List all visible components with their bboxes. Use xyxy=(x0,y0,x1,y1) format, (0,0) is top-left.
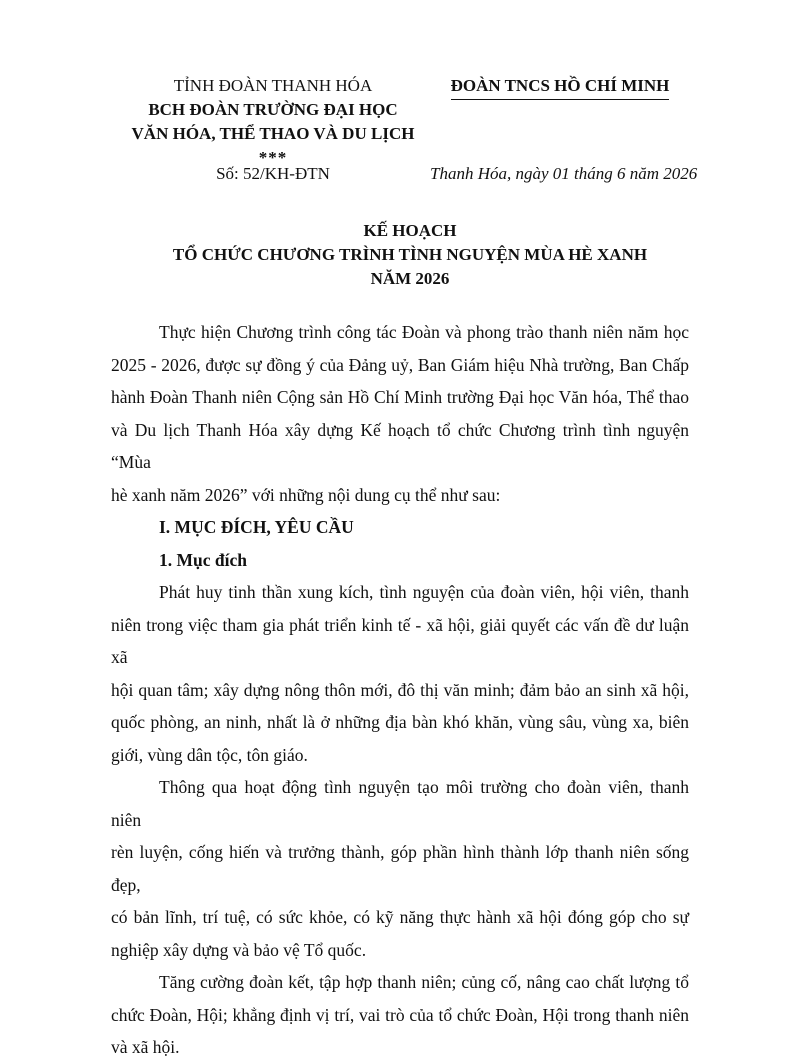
text-line: hành Đoàn Thanh niên Cộng sản Hồ Chí Minh trường Đại học Văn hóa, Thể thao xyxy=(111,387,689,407)
intro-paragraph xyxy=(111,316,689,511)
text-line: Thông qua hoạt động tình nguyện tạo môi trường cho đoàn viên, thanh niên xyxy=(111,777,689,830)
issuer-org-line-2: VĂN HÓA, THỂ THAO VÀ DU LỊCH xyxy=(131,124,415,143)
union-name: ĐOÀN TNCS HỒ CHÍ MINH xyxy=(451,74,670,100)
text-line: chức Đoàn, Hội; khẳng định vị trí, vai trò của tổ chức Đoàn, Hội trong thanh niên xyxy=(111,1004,689,1025)
text-line: Phát huy tinh thần xung kích, tình nguyện của đoàn viên, hội viên, thanh xyxy=(159,582,689,602)
text-line: hội quan tâm; xây dựng nông thôn mới, đô thị văn minh; đảm bảo an sinh xã hội, xyxy=(111,679,689,700)
text-line: giới, vùng dân tộc, tôn giáo. xyxy=(111,744,308,765)
text-line: có bản lĩnh, trí tuệ, có sức khỏe, có kỹ năng thực hành xã hội đóng góp cho sự xyxy=(111,907,689,927)
issuer-block xyxy=(128,74,418,170)
text-line: Tăng cường đoàn kết, tập hợp thanh niên; củng cố, nâng cao chất lượng tổ xyxy=(159,972,689,992)
purpose-paragraph-3 xyxy=(111,966,689,1064)
purpose-paragraph-2 xyxy=(111,771,689,966)
text-line: quốc phòng, an ninh, nhất là ở những địa bàn khó khăn, vùng sâu, vùng xa, biên xyxy=(111,712,689,732)
issuer-parent-org: TỈNH ĐOÀN THANH HÓA xyxy=(173,76,373,95)
document-body xyxy=(111,316,689,1064)
text-line: hè xanh năm 2026” với những nội dung cụ thể như sau: xyxy=(111,484,501,505)
text-line: Thực hiện Chương trình công tác Đoàn và phong trào thanh niên năm học xyxy=(159,322,689,342)
text-line: nghiệp xây dựng và bảo vệ Tổ quốc. xyxy=(111,939,367,960)
text-line: và Du lịch Thanh Hóa xây dựng Kế hoạch tổ chức Chương trình tình nguyện “Mùa xyxy=(111,419,689,472)
title-line-1: KẾ HOẠCH xyxy=(363,221,457,240)
document-number: Số: 52/KH-ĐTN xyxy=(216,164,330,183)
title-line-2: TỔ CHỨC CHƯƠNG TRÌNH TÌNH NGUYỆN MÙA HÈ XANH xyxy=(172,245,648,264)
subsection-heading: 1. Mục đích xyxy=(159,549,247,570)
stars-separator: *** xyxy=(258,148,288,167)
document-title xyxy=(110,219,710,291)
text-line: rèn luyện, cống hiến và trưởng thành, góp phần hình thành lớp thanh niên sống đẹp, xyxy=(111,842,689,895)
text-line: niên trong việc tham gia phát triển kinh tế - xã hội, giải quyết các vấn đề dư luận xã xyxy=(111,614,689,667)
purpose-paragraph-1 xyxy=(111,576,689,771)
document-date: Thanh Hóa, ngày 01 tháng 6 năm 2026 xyxy=(430,164,698,183)
text-line: 2025 - 2026, được sự đồng ý của Đảng uỷ, Ban Giám hiệu Nhà trường, Ban Chấp xyxy=(111,354,689,375)
issuer-org-line-1: BCH ĐOÀN TRƯỜNG ĐẠI HỌC xyxy=(148,100,398,119)
text-line: và xã hội. xyxy=(111,1037,180,1057)
title-line-3: NĂM 2026 xyxy=(370,269,450,288)
union-header xyxy=(430,74,690,100)
section-heading: I. MỤC ĐÍCH, YÊU CẦU xyxy=(159,517,354,537)
